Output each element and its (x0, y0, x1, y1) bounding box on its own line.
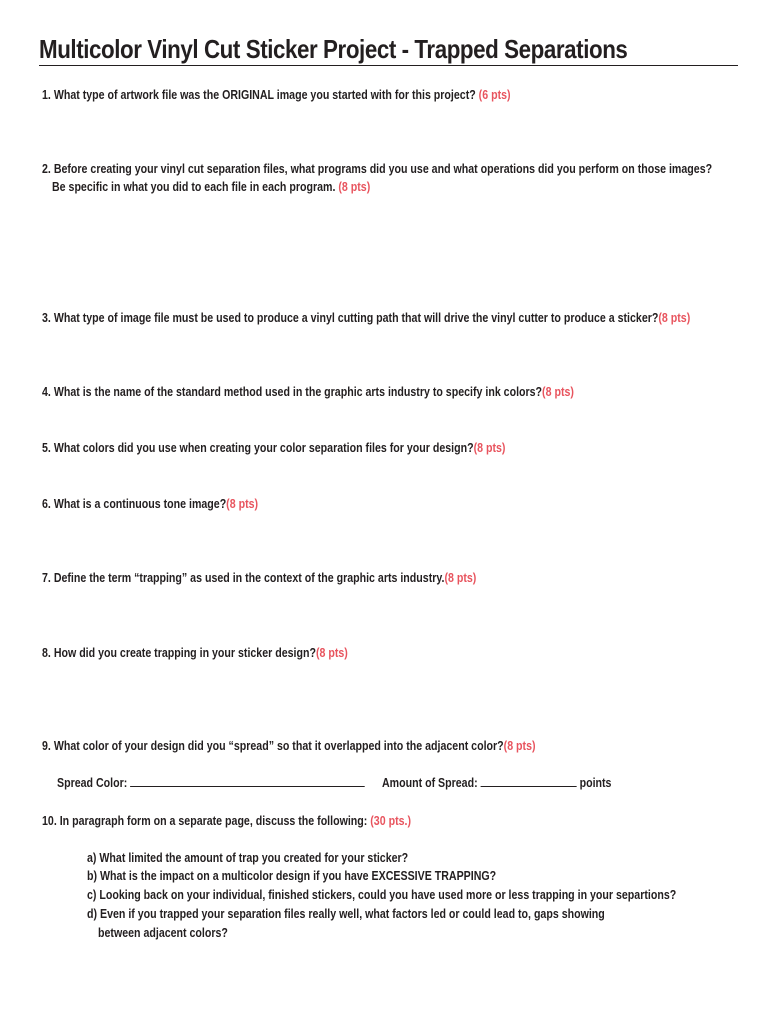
question-text: 2. Before creating your vinyl cut separation files, what programs did you use and what operations did you perform on those images? (42, 162, 713, 176)
discuss-item-d: d) Even if you trapped your separation files really well, what factors led or could lead to, gaps showing (87, 907, 605, 921)
question-9 (42, 737, 536, 755)
question-text: 9. What color of your design did you “spread” so that it overlapped into the adjacent color? (42, 739, 504, 753)
points-value: (8 pts) (473, 441, 506, 455)
question-8 (42, 644, 348, 662)
question-4 (42, 383, 574, 401)
question-6 (42, 495, 258, 513)
question-text: 5. What colors did you use when creating your color separation files for your design? (42, 441, 474, 455)
spread-amount-row (382, 774, 611, 792)
question-text: 10. In paragraph form on a separate page, discuss the following: (42, 814, 371, 828)
points-value: (6 pts) (478, 88, 511, 102)
points-value: (8 pts) (338, 180, 371, 194)
question-text: 1. What type of artwork file was the ORIGINAL image you started with for this project? (42, 88, 479, 102)
points-value: (8 pts) (542, 385, 574, 399)
points-value: (8 pts) (503, 739, 536, 753)
discuss-item-d-cont: between adjacent colors? (98, 926, 228, 940)
spread-color-label: Spread Color: (57, 776, 128, 790)
points-value: (30 pts.) (370, 814, 412, 828)
title-rule (39, 65, 738, 66)
points-value: (8 pts) (444, 571, 477, 585)
discuss-item-c: c) Looking back on your individual, finished stickers, could you have used more or less trapping in your separtions? (87, 888, 677, 902)
spread-color-row (57, 774, 365, 792)
question-10 (42, 812, 411, 830)
question-text: Be specific in what you did to each file in each program. (52, 180, 339, 194)
question-2 (42, 160, 712, 178)
spread-amount-label: Amount of Spread: (382, 776, 478, 790)
question-text: 6. What is a continuous tone image? (42, 497, 227, 511)
question-text: 3. What type of image file must be used to produce a vinyl cutting path that will drive the vinyl cutter to produce a sticker? (42, 311, 659, 325)
points-value: (8 pts) (658, 311, 691, 325)
spread-color-blank[interactable] (130, 774, 365, 787)
question-7 (42, 569, 476, 587)
question-text: 8. How did you create trapping in your sticker design? (42, 646, 316, 660)
discuss-item-b: b) What is the impact on a multicolor design if you have EXCESSIVE TRAPPING? (87, 869, 497, 883)
spread-amount-blank[interactable] (481, 774, 577, 787)
discuss-item-a: a) What limited the amount of trap you created for your sticker? (87, 851, 409, 865)
question-5 (42, 439, 505, 457)
question-text: 4. What is the name of the standard method used in the graphic arts industry to specify ink colors? (42, 385, 543, 399)
points-value: (8 pts) (226, 497, 259, 511)
points-value: (8 pts) (315, 646, 348, 660)
question-1 (42, 86, 511, 104)
page-title: Multicolor Vinyl Cut Sticker Project - Trapped Separations (39, 34, 628, 64)
question-2-line2 (52, 178, 370, 196)
question-text: 7. Define the term “trapping” as used in the context of the graphic arts industry. (42, 571, 445, 585)
spread-unit: points (579, 776, 612, 790)
question-3 (42, 309, 690, 327)
